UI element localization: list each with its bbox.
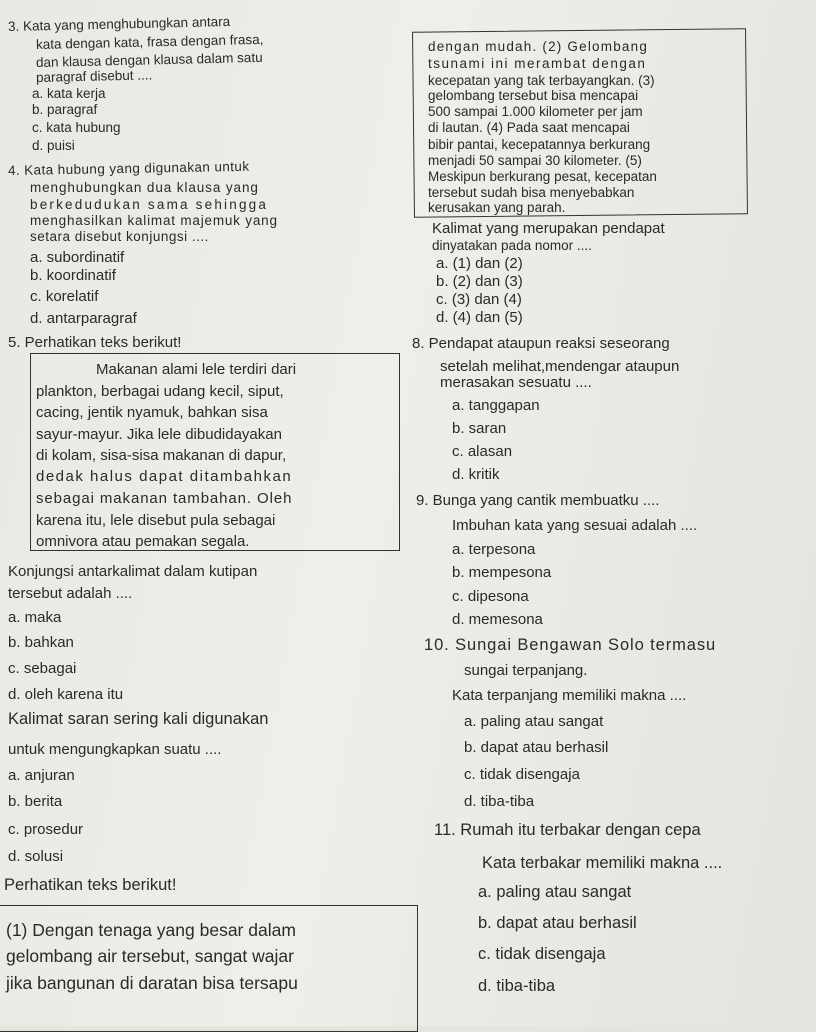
question-5-text: tersebut adalah .... [8,585,133,602]
question-3-text: kata dengan kata, frasa dengan frasa, [35,31,264,52]
answer-option[interactable]: d. kritik [452,466,500,483]
passage-line: gelombang tersebut bisa mencapai [428,88,639,103]
question-4-text: setara disebut konjungsi .... [30,229,209,244]
answer-option[interactable]: a. kata kerja [32,86,106,101]
question-10-text: Kata terpanjang memiliki makna .... [452,687,687,704]
answer-option[interactable]: b. berita [8,793,63,810]
question-5-text: Konjungsi antarkalimat dalam kutipan [8,563,258,580]
answer-option[interactable]: b. dapat atau berhasil [464,739,609,756]
question-6-text: Kalimat saran sering kali digunakan [8,710,269,728]
answer-option[interactable]: c. (3) dan (4) [436,291,522,308]
question-7-text: Kalimat yang merupakan pendapat [432,220,665,237]
passage-line: jika bangunan di daratan bisa tersapu [6,973,298,993]
answer-option[interactable]: d. oleh karena itu [8,686,124,703]
answer-option[interactable]: a. maka [8,609,62,626]
passage-line: bibir pantai, kecepatannya berkurang [428,137,651,152]
question-9-text: Imbuhan kata yang sesuai adalah .... [452,517,698,534]
question-4-text: 4. Kata hubung yang digunakan untuk [7,158,250,178]
answer-option[interactable]: b. (2) dan (3) [436,273,523,290]
question-8-text: merasakan sesuatu .... [440,374,592,391]
passage-line: omnivora atau pemakan segala. [36,533,250,550]
passage-line: karena itu, lele disebut pula sebagai [36,512,276,529]
passage-line: gelombang air tersebut, sangat wajar [6,946,294,966]
answer-option[interactable]: d. puisi [32,138,75,153]
question-4-text: menghasilkan kalimat majemuk yang [30,213,278,228]
question-4-text: berkedudukan sama sehingga [30,197,269,212]
passage-line: kecepatan yang tak terbayangkan. (3) [428,73,655,88]
answer-option[interactable]: c. korelatif [30,288,99,305]
passage-line: menjadi 50 sampai 30 kilometer. (5) [428,153,642,168]
answer-option[interactable]: c. alasan [452,443,513,460]
answer-option[interactable]: a. (1) dan (2) [436,255,523,272]
passage-line: sebagai makanan tambahan. Oleh [36,490,293,507]
answer-option[interactable]: b. paragraf [32,102,98,117]
answer-option[interactable]: c. tidak disengaja [464,766,580,783]
passage-line: di kolam, sisa-sisa makanan di dapur, [36,447,287,464]
passage-line: di lautan. (4) Pada saat mencapai [428,120,630,135]
answer-option[interactable]: d. antarparagraf [30,310,137,327]
passage-line: (1) Dengan tenaga yang besar dalam [6,920,296,940]
answer-option[interactable]: a. paling atau sangat [478,883,632,901]
passage-line: Meskipun berkurang pesat, kecepatan [428,169,657,184]
answer-option[interactable]: a. terpesona [452,541,536,558]
passage-line: Makanan alami lele terdiri dari [96,361,297,378]
question-6-text: untuk mengungkapkan suatu .... [8,741,222,758]
answer-option[interactable]: c. sebagai [8,660,77,677]
passage-line: 500 sampai 1.000 kilometer per jam [428,104,643,119]
question-9-text: 9. Bunga yang cantik membuatku .... [416,492,660,509]
answer-option[interactable]: c. prosedur [8,821,84,838]
question-3-text: 3. Kata yang menghubungkan antara [7,13,231,34]
answer-option[interactable]: a. tanggapan [452,397,540,414]
answer-option[interactable]: b. saran [452,420,507,437]
answer-option[interactable]: a. anjuran [8,767,75,784]
answer-option[interactable]: a. subordinatif [30,249,125,266]
answer-option[interactable]: b. mempesona [452,564,552,581]
answer-option[interactable]: d. solusi [8,848,64,865]
question-7-intro: Perhatikan teks berikut! [4,876,177,894]
question-7-text: dinyatakan pada nomor .... [432,238,592,253]
question-3-text: paragraf disebut .... [35,67,153,85]
answer-option[interactable]: a. paling atau sangat [464,713,604,730]
answer-option[interactable]: c. dipesona [452,588,529,605]
question-5-intro: 5. Perhatikan teks berikut! [8,334,182,351]
passage-line: cacing, jentik nyamuk, bahkan sisa [36,404,268,421]
answer-option[interactable]: c. kata hubung [32,120,121,135]
question-11-text: Kata terbakar memiliki makna .... [482,854,723,872]
passage-line: dedak halus dapat ditambahkan [36,468,293,485]
answer-option[interactable]: b. dapat atau berhasil [478,914,637,932]
question-10-text: 10. Sungai Bengawan Solo termasu [424,636,717,654]
question-11-text: 11. Rumah itu terbakar dengan cepa [434,821,701,839]
answer-option[interactable]: d. tiba-tiba [464,793,535,810]
passage-line: sayur-mayur. Jika lele dibudidayakan [36,426,282,443]
answer-option[interactable]: b. bahkan [8,634,74,651]
answer-option[interactable]: d. memesona [452,611,543,628]
passage-line: dengan mudah. (2) Gelombang [428,39,649,54]
question-10-text: sungai terpanjang. [464,662,588,679]
question-3-text: dan klausa dengan klausa dalam satu [35,49,263,70]
passage-line: tsunami ini merambat dengan [428,56,647,71]
passage-line: kerusakan yang parah. [428,200,566,215]
answer-option[interactable]: d. tiba-tiba [478,977,556,995]
question-4-text: menghubungkan dua klausa yang [30,180,259,195]
question-8-text: setelah melihat,mendengar ataupun [440,358,680,375]
answer-option[interactable]: c. tidak disengaja [478,945,606,963]
answer-option[interactable]: b. koordinatif [30,267,116,284]
answer-option[interactable]: d. (4) dan (5) [436,309,523,326]
passage-line: plankton, berbagai udang kecil, siput, [36,383,284,400]
question-8-text: 8. Pendapat ataupun reaksi seseorang [412,335,670,352]
passage-line: tersebut sudah bisa menyebabkan [428,185,635,200]
